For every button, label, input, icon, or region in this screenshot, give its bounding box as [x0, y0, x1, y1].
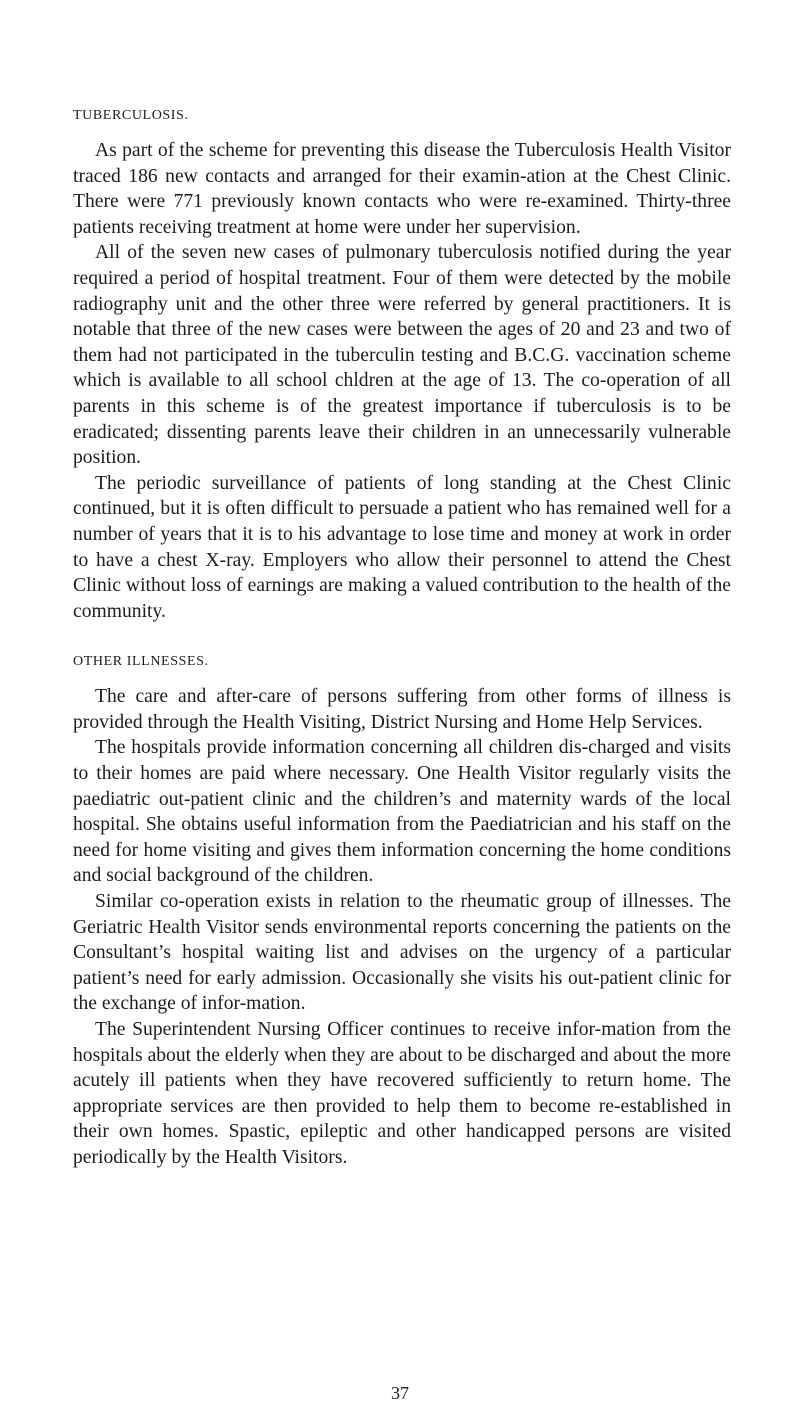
paragraph: The hospitals provide information concerning all children dis-charged and visits to their homes are paid where necessary. One Health Visitor regularly visits the paediatric out-patient clinic and the children’s and maternity wards of the local hospital. She obtains useful information from the Paediatrician and his staff on the need for home visiting and gives them information concerning the home conditions and social background of the children.	[73, 737, 731, 887]
paragraph: Similar co-operation exists in relation to the rheumatic group of illnesses. The Geriatric Health Visitor sends environmental reports concerning the patients on the Consultant’s hospital waiting list and advises on the urgency of a particular patient’s need for early admission. Occasionally she visits his out-patient clinic for the exchange of infor-mation.	[73, 891, 731, 1015]
section-other-illnesses	[73, 654, 731, 1170]
paragraph: All of the seven new cases of pulmonary tuberculosis notified during the year required a period of hospital treatment. Four of them were detected by the mobile radiography unit and the other three were referred by general practitioners. It is notable that three of the new cases were between the ages of 20 and 23 and two of them had not participated in the tuberculin testing and B.C.G. vaccination scheme which is available to all school chldren at the age of 13. The co-operation of all parents in this scheme is of the greatest importance if tuberculosis is to be eradicated; dissenting parents leave their children in an unnecessarily vulnerable position.	[73, 242, 731, 469]
section-heading: OTHER ILLNESSES.	[73, 654, 209, 670]
paragraph: As part of the scheme for preventing this disease the Tuberculosis Health Visitor traced 186 new contacts and arranged for their examin-ation at the Chest Clinic. There were 771 previously known contacts who were re-examined. Thirty-three patients receiving treatment at home were under her supervision.	[73, 140, 731, 238]
section-tuberculosis	[73, 108, 731, 624]
paragraph: The periodic surveillance of patients of long standing at the Chest Clinic continued, but it is often difficult to persuade a patient who has remained well for a number of years that it is to his advantage to lose time and money at work in order to have a chest X-ray. Employers who allow their personnel to attend the Chest Clinic without loss of earnings are making a valued contribution to the health of the community.	[73, 472, 731, 622]
paragraph: The Superintendent Nursing Officer continues to receive infor-mation from the hospitals about the elderly when they are about to be discharged and about the more acutely ill patients when they have recovered sufficiently to return home. The appropriate services are then provided to help them to become re-established in their own homes. Spastic, epileptic and other handicapped persons are visited periodically by the Health Visitors.	[73, 1019, 732, 1168]
document-page	[73, 108, 731, 1171]
paragraph: The care and after-care of persons suffering from other forms of illness is provided through the Health Visiting, District Nursing and Home Help Services.	[73, 686, 731, 733]
section-heading: TUBERCULOSIS.	[73, 108, 189, 123]
page-number: 37	[391, 1383, 409, 1403]
